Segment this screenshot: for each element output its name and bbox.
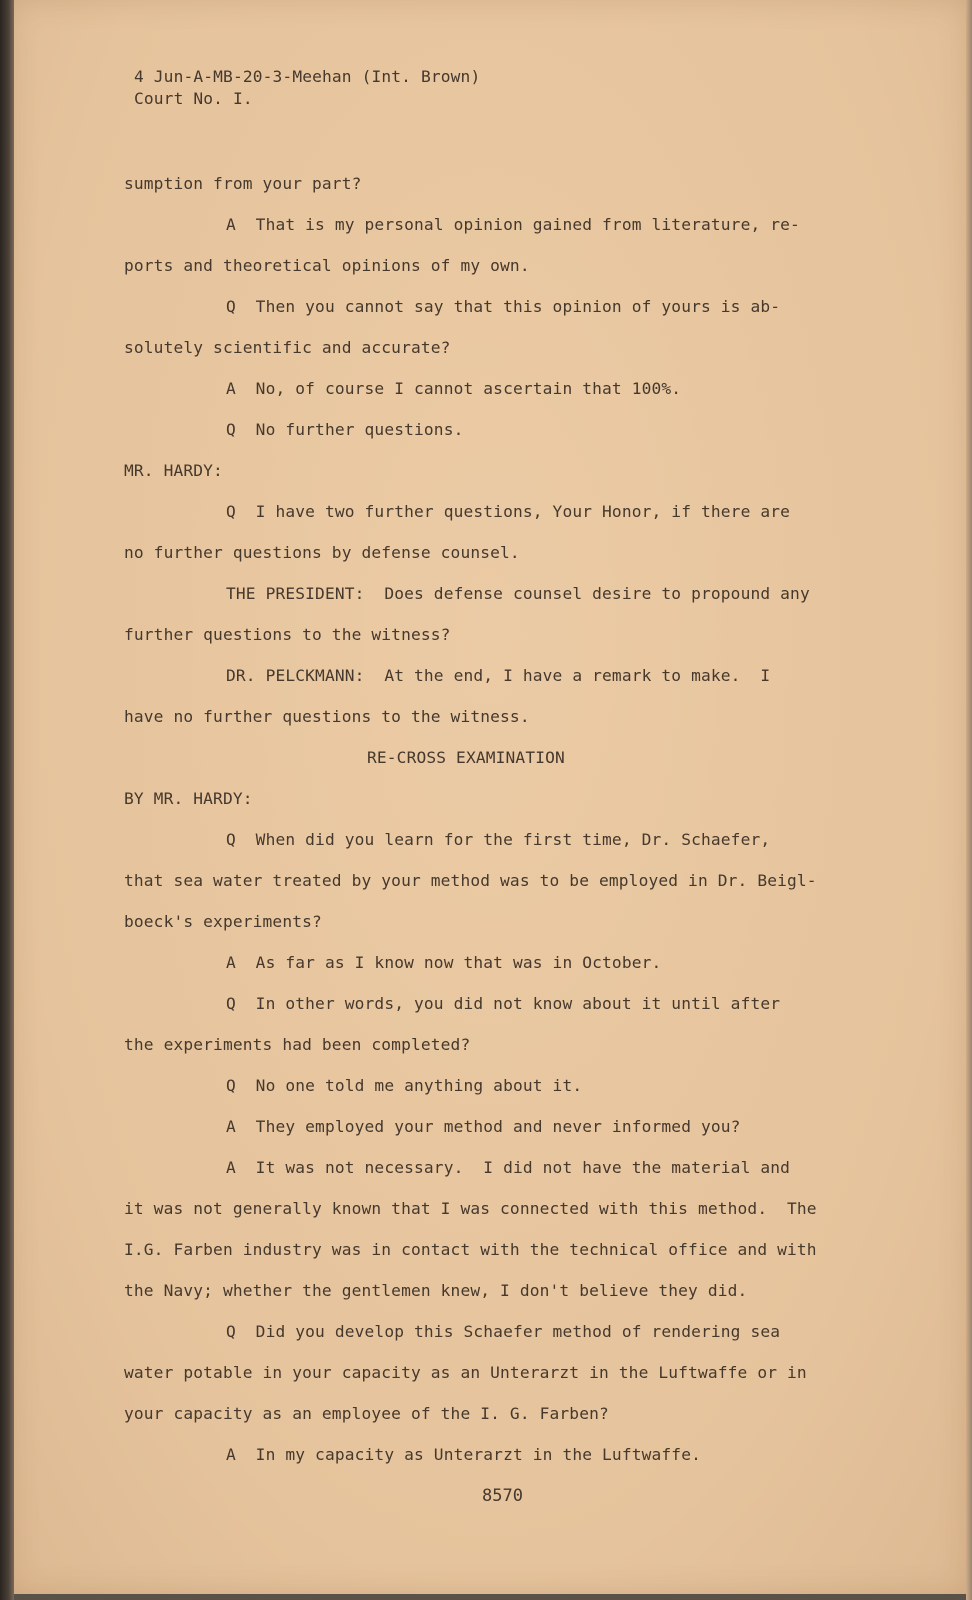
transcript-line: ports and theoretical opinions of my own.	[124, 256, 530, 275]
header-court-number: Court No. I.	[134, 89, 253, 108]
transcript-line: A It was not necessary. I did not have the material and	[226, 1158, 791, 1177]
transcript-line: THE PRESIDENT: Does defense counsel desire to propound any	[226, 584, 810, 603]
transcript-line: A In my capacity as Unterarzt in the Luftwaffe.	[226, 1445, 701, 1464]
transcript-line: boeck's experiments?	[124, 912, 322, 931]
transcript-line: Q When did you learn for the first time, Dr. Schaefer,	[226, 830, 771, 849]
transcript-line: Q No further questions.	[226, 420, 464, 439]
transcript-line: that sea water treated by your method was to be employed in Dr. Beigl-	[124, 871, 817, 890]
transcript-line: the experiments had been completed?	[124, 1035, 471, 1054]
transcript-line: Q In other words, you did not know about it until after	[226, 994, 781, 1013]
transcript-line: solutely scientific and accurate?	[124, 338, 451, 357]
transcript-line: sumption from your part?	[124, 174, 362, 193]
transcript-line: A They employed your method and never informed you?	[226, 1117, 741, 1136]
document-header	[134, 66, 480, 110]
transcript-line: it was not generally known that I was connected with this method. The	[124, 1199, 817, 1218]
transcript-line: A That is my personal opinion gained from literature, re-	[226, 215, 800, 234]
section-heading: RE-CROSS EXAMINATION	[367, 748, 565, 767]
transcript-line: Q Then you cannot say that this opinion of yours is ab-	[226, 297, 781, 316]
transcript-line: I.G. Farben industry was in contact with the technical office and with	[124, 1240, 817, 1259]
transcript-line: no further questions by defense counsel.	[124, 543, 520, 562]
transcript-line: DR. PELCKMANN: At the end, I have a remark to make. I	[226, 666, 771, 685]
transcript-line: the Navy; whether the gentlemen knew, I don't believe they did.	[124, 1281, 748, 1300]
transcript-line: your capacity as an employee of the I. G. Farben?	[124, 1404, 609, 1423]
speaker-label: MR. HARDY:	[124, 461, 223, 480]
speaker-label: BY MR. HARDY:	[124, 789, 253, 808]
document-page	[10, 0, 968, 1594]
transcript-line: Q I have two further questions, Your Honor, if there are	[226, 502, 791, 521]
page-number: 8570	[482, 1486, 523, 1506]
transcript-line: have no further questions to the witness.	[124, 707, 530, 726]
header-case-reference: 4 Jun-A-MB-20-3-Meehan (Int. Brown)	[134, 67, 481, 86]
transcript-line: further questions to the witness?	[124, 625, 451, 644]
transcript-line: Q Did you develop this Schaefer method of rendering sea	[226, 1322, 781, 1341]
transcript-line: water potable in your capacity as an Unterarzt in the Luftwaffe or in	[124, 1363, 807, 1382]
transcript-line: Q No one told me anything about it.	[226, 1076, 583, 1095]
transcript-line: A No, of course I cannot ascertain that 100%.	[226, 379, 682, 398]
transcript-line: A As far as I know now that was in October.	[226, 953, 662, 972]
right-page-edge	[966, 0, 972, 1600]
left-page-edge	[0, 0, 14, 1600]
